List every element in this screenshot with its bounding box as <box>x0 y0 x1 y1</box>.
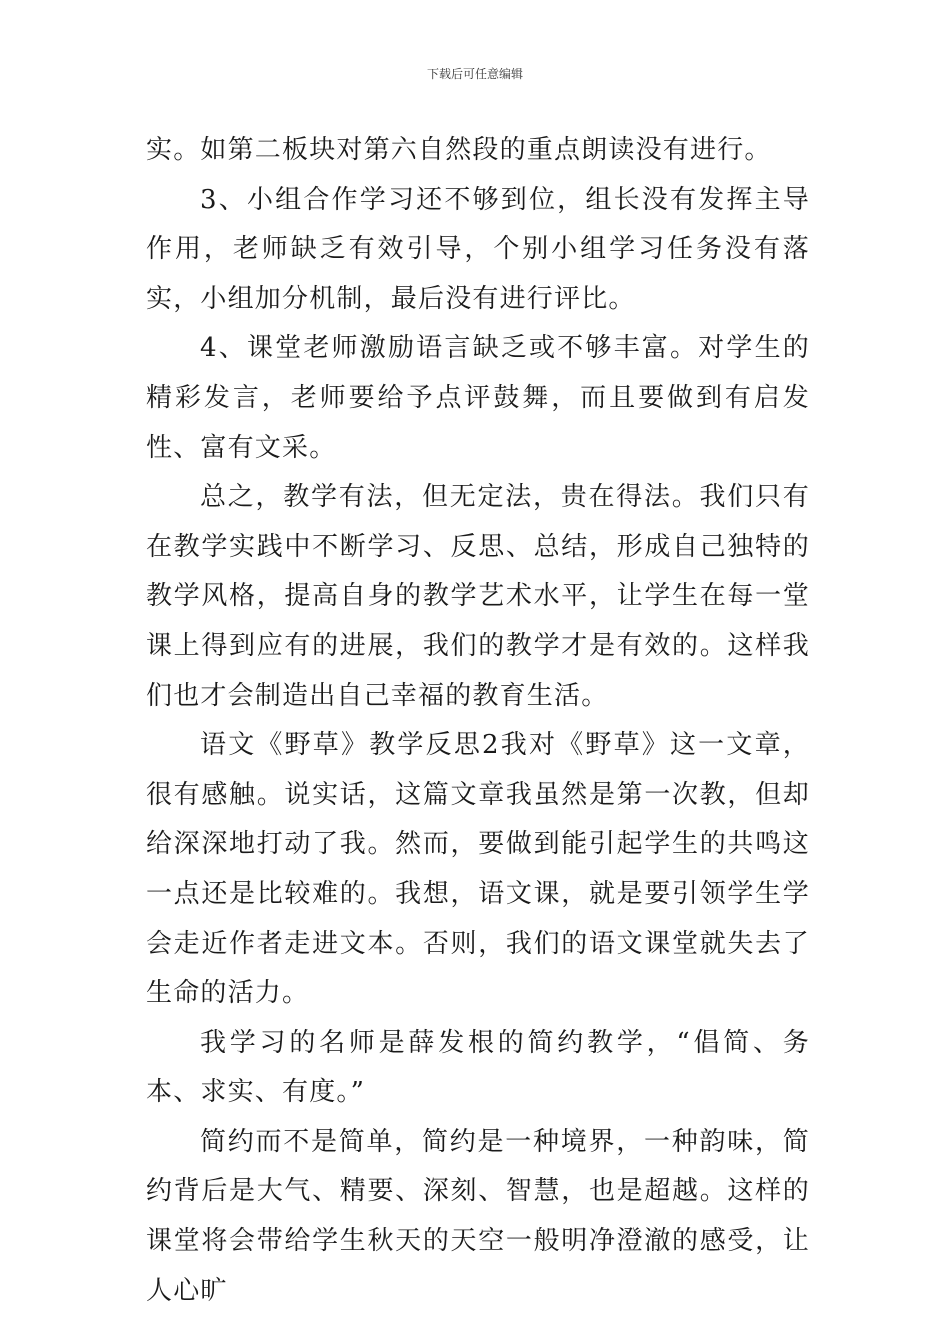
paragraph: 实。如第二板块对第六自然段的重点朗读没有进行。 <box>146 135 772 165</box>
paragraph: 我学习的名师是薛发根的简约教学，“倡简、务本、求实、有度。” <box>146 1027 810 1108</box>
paragraph: 4、课堂老师激励语言缺乏或不够丰富。对学生的精彩发言，老师要给予点评鼓舞，而且要做到有启发性、富有文采。 <box>146 333 810 463</box>
paragraph: 语文《野草》教学反思2我对《野草》这一文章，很有感触。说实话，这篇文章我虽然是第一次教，但却给深深地打动了我。然而，要做到能引起学生的共鸣这一点还是比较难的。我想，语文课，就是要引领学生学会走近作者走进文本。否则，我们的语文课堂就失去了生命的活力。 <box>146 730 810 1009</box>
paragraph: 3、小组合作学习还不够到位，组长没有发挥主导作用，老师缺乏有效引导，个别小组学习任务没有落实，小组加分机制，最后没有进行评比。 <box>146 184 810 314</box>
paragraph: 总之，教学有法，但无定法，贵在得法。我们只有在教学实践中不断学习、反思、总结，形成自己独特的教学风格，提高自身的教学艺术水平，让学生在每一堂课上得到应有的进展，我们的教学才是有效的。这样我们也才会制造出自己幸福的教育生活。 <box>146 482 810 711</box>
paragraph: 简约而不是简单，简约是一种境界，一种韵味，简约背后是大气、精要、深刻、智慧，也是超越。这样的课堂将会带给学生秋天的天空一般明净澄澈的感受，让人心旷 <box>146 1126 810 1306</box>
document-body <box>146 126 810 1316</box>
page-header: 下载后可任意编辑 <box>426 67 523 81</box>
